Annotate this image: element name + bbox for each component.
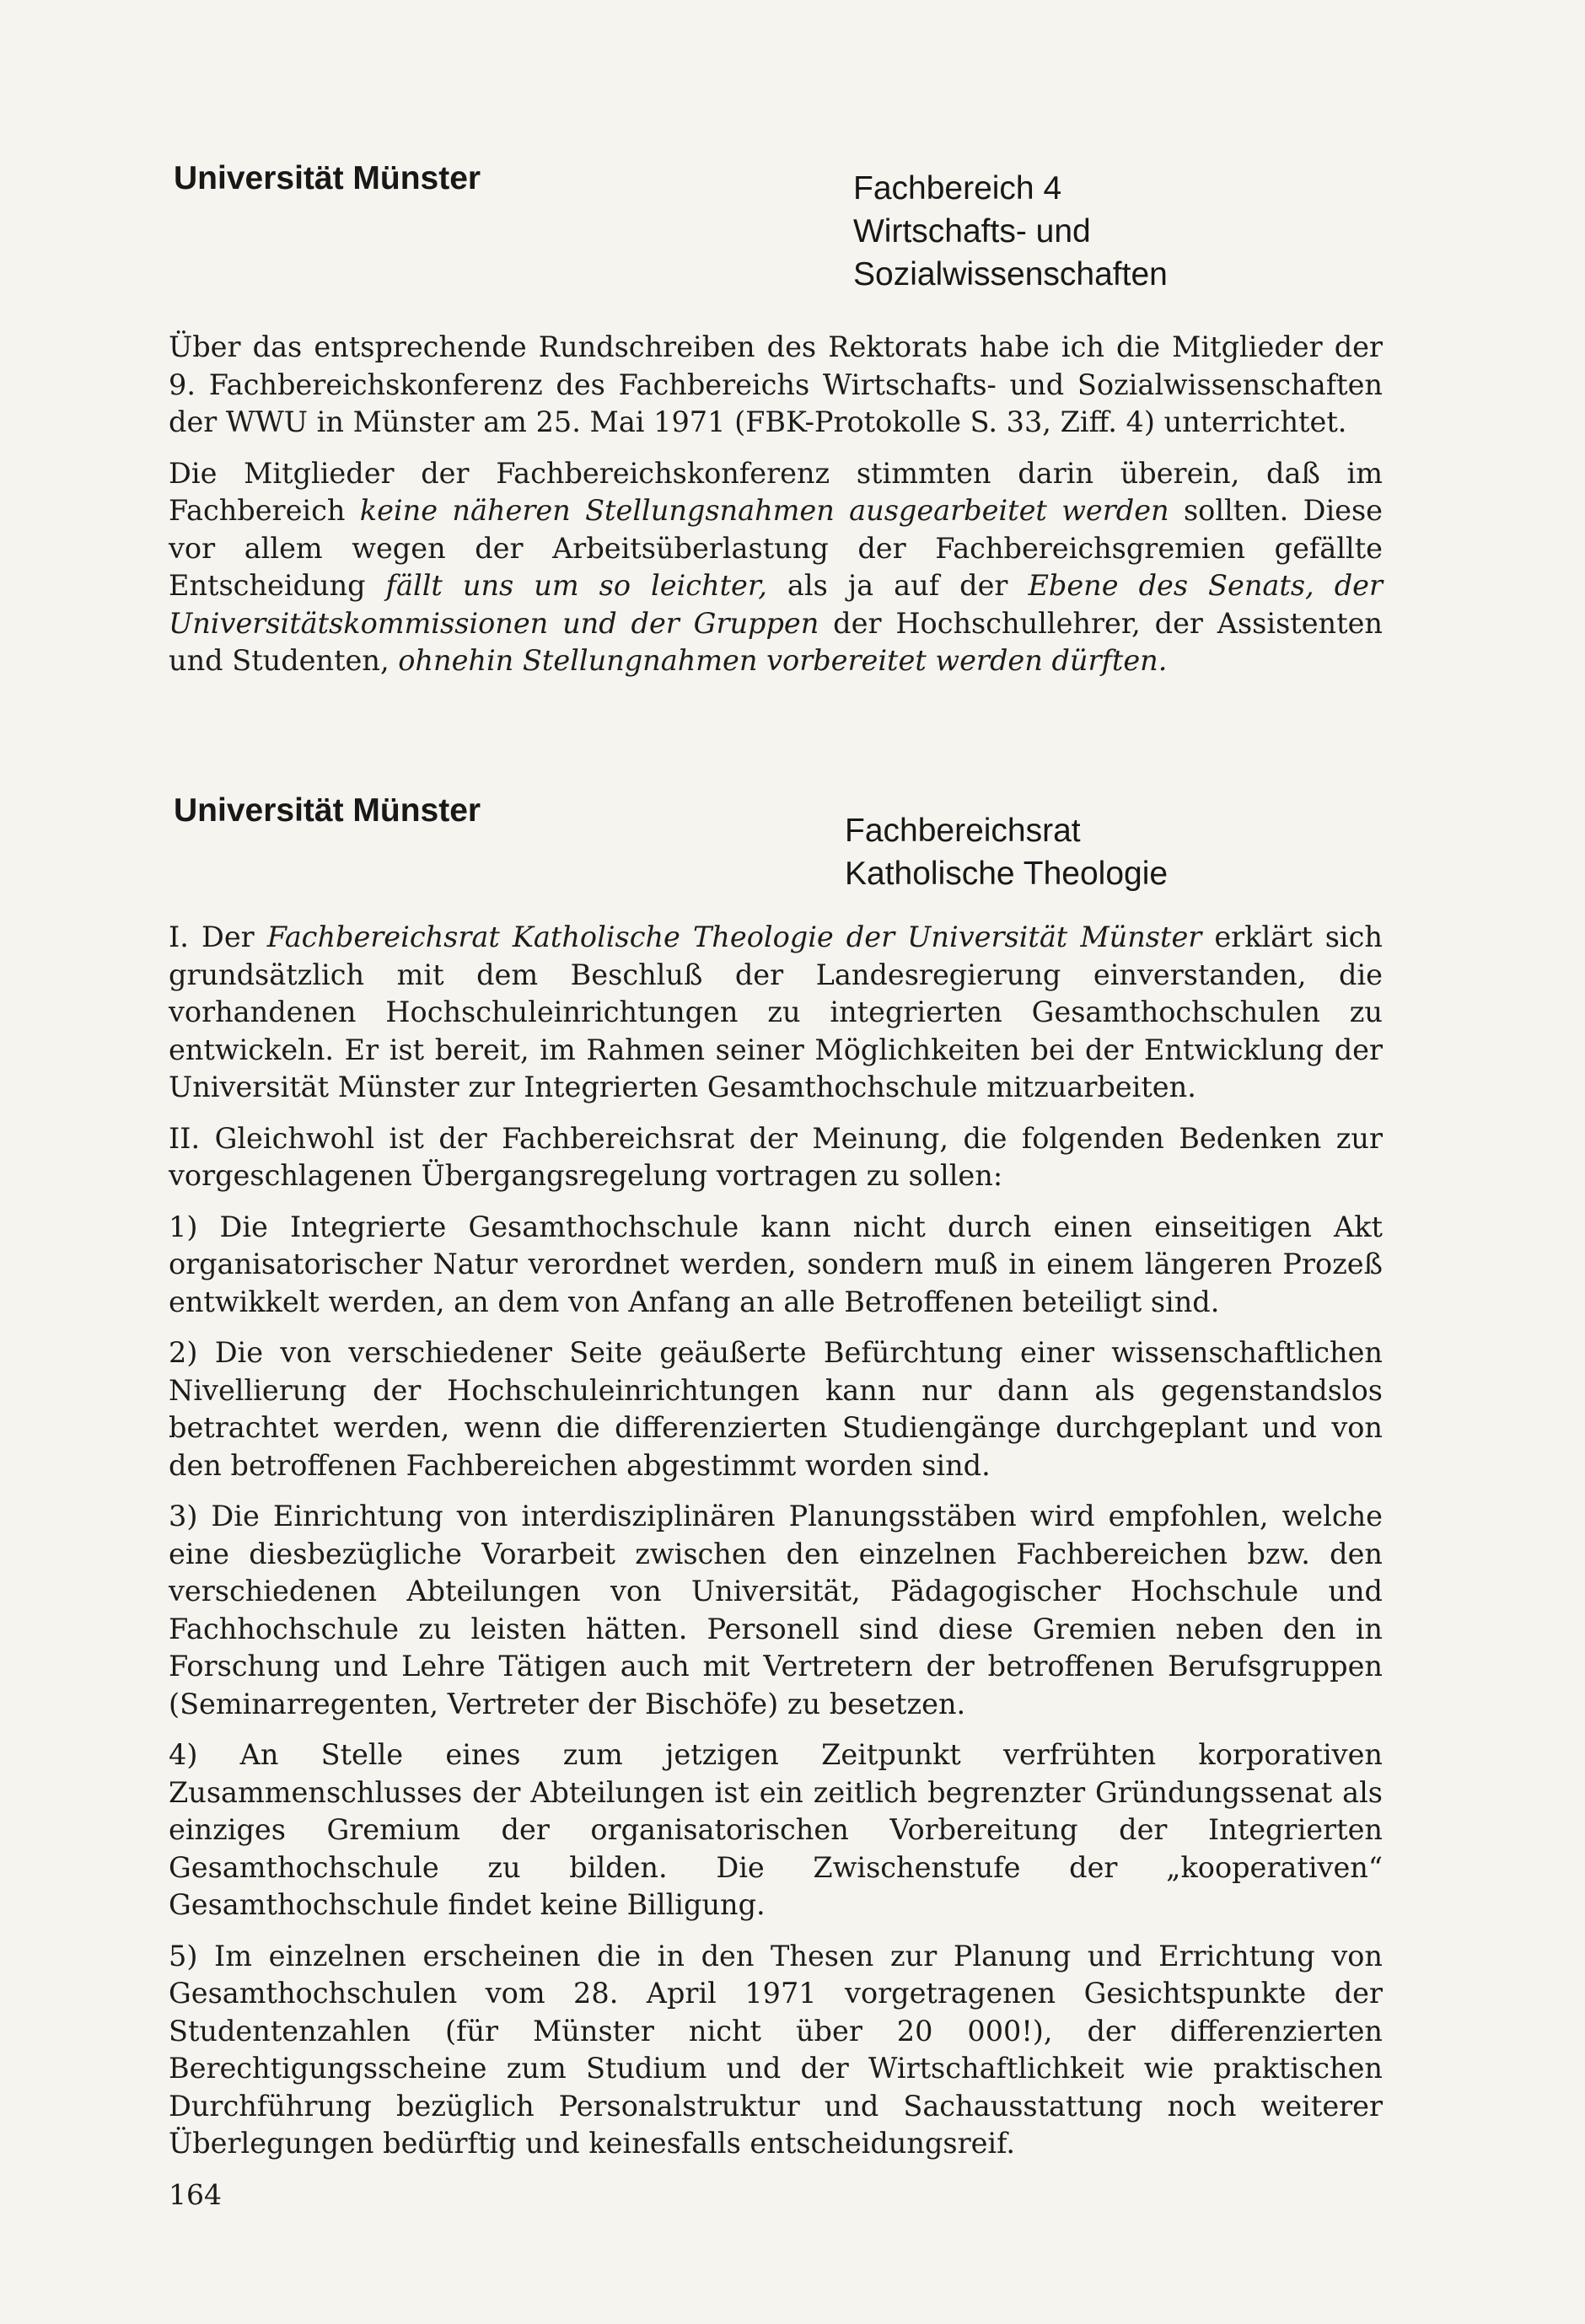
institution-name: Universität Münster bbox=[174, 792, 481, 829]
department-line: Wirtschafts- und bbox=[853, 213, 1091, 250]
section-body bbox=[169, 329, 1383, 680]
paragraph bbox=[169, 455, 1383, 680]
department-line: Fachbereichsrat bbox=[845, 813, 1081, 849]
paragraph bbox=[169, 1498, 1383, 1723]
institution-name: Universität Münster bbox=[174, 160, 481, 196]
text-run: sollten. Diese vor allem wegen der Arbeitsüberlastung der Fachbereichsgremien gefällte Entscheidung bbox=[169, 494, 1384, 602]
text-run: erklärt sich grundsätzlich mit dem Beschluß der Landesregierung einverstanden, die vorhandenen Hochschuleinrichtungen zu integrierten Gesamthochschulen zu entwickeln. Er ist bereit, im Rahmen seiner Möglichkeiten bei der Entwicklung der Universität Münster zur Integrierten Gesamthochschule mitzuarbeiten. bbox=[169, 920, 1383, 1103]
paragraph bbox=[169, 329, 1383, 442]
text-run: als ja auf der bbox=[766, 569, 1029, 602]
text-run: 2) Die von verschiedener Seite geäußerte Befürchtung einer wissenschaftlichen Nivellierung der Hochschuleinrichtungen kann nur dann als gegenstandslos betrachtet werden, wenn die differenzierten Studiengänge durchgeplant und von den betroffenen Fachbereichen abgestimmt worden sind. bbox=[169, 1336, 1383, 1482]
section-body bbox=[169, 919, 1383, 2163]
section-theology bbox=[169, 792, 1383, 2176]
department-line: Katholische Theologie bbox=[845, 856, 1169, 892]
emphasis-text: fällt uns um so leichter, bbox=[385, 569, 767, 602]
emphasis-text: ohnehin Stellungnahmen vorbereitet werden dürften. bbox=[398, 644, 1168, 677]
emphasis-text: Ebene des Senats, der Universitätskommissionen und der Gruppen bbox=[169, 569, 1383, 640]
paragraph bbox=[169, 1120, 1383, 1195]
paragraph bbox=[169, 919, 1383, 1107]
emphasis-text: Fachbereichsrat Katholische Theologie der Universität Münster bbox=[266, 920, 1202, 953]
section-economics bbox=[169, 160, 1383, 694]
text-run: II. Gleichwohl ist der Fachbereichsrat der Meinung, die folgenden Bedenken zur vorgeschlagenen Übergangsregelung vortragen zu sollen: bbox=[169, 1121, 1383, 1192]
text-run: Die Mitglieder der Fachbereichskonferenz stimmten darin überein, daß im Fachbereich bbox=[169, 456, 1383, 527]
department-line: Sozialwissenschaften bbox=[853, 256, 1168, 293]
section-header bbox=[169, 160, 1383, 329]
department-name bbox=[853, 167, 1168, 296]
text-run: 5) Im einzelnen erscheinen die in den Thesen zur Planung und Errichtung von Gesamthochschulen vom 28. April 1971 vorgetragenen Gesichtspunkte der Studentenzahlen (für Münster nicht über 20 000!), der differenzierten Berechtigungsscheine zum Studium und der Wirtschaftlichkeit wie praktischen Durchführung bezüglich Personalstruktur und Sachausstattung noch weiterer Überlegungen bedürftig und keinesfalls entscheidungsreif. bbox=[169, 1939, 1383, 2160]
paragraph bbox=[169, 1334, 1383, 1484]
paragraph bbox=[169, 1209, 1383, 1322]
section-header bbox=[169, 792, 1383, 919]
paragraph bbox=[169, 1736, 1383, 1924]
text-run: 4) An Stelle eines zum jetzigen Zeitpunkt verfrühten korporativen Zusammenschlusses der Abteilungen ist ein zeitlich begrenzter Gründungssenat als einziges Gremium der organisatorischen Vorbereitung der Integrierten Gesamthochschule zu bilden. Die Zwischenstufe der „kooperativen“ Gesamthochschule findet keine Billigung. bbox=[169, 1738, 1383, 1921]
department-name bbox=[845, 809, 1168, 895]
text-run: I. Der bbox=[169, 920, 267, 953]
text-run: der Hochschullehrer, der Assistenten und Studenten, bbox=[169, 606, 1383, 677]
text-run: 1) Die Integrierte Gesamthochschule kann nicht durch einen einseitigen Akt organisatorischer Natur verordnet werden, sondern muß in einem längeren Prozeß entwikkelt werden, an dem von Anfang an alle Betroffenen beteiligt sind. bbox=[169, 1210, 1383, 1318]
page-number: 164 bbox=[169, 2178, 222, 2211]
department-line: Fachbereich 4 bbox=[853, 170, 1062, 207]
paragraph bbox=[169, 1938, 1383, 2163]
emphasis-text: keine näheren Stellungsnahmen ausgearbeitet werden bbox=[359, 494, 1169, 527]
text-run: 3) Die Einrichtung von interdisziplinären Planungsstäben wird empfohlen, welche eine diesbezügliche Vorarbeit zwischen den einzelnen Fachbereichen bzw. den verschiedenen Abteilungen von Universität, Pädagogischer Hochschule und Fachhochschule zu leisten hätten. Personell sind diese Gremien neben den in Forschung und Lehre Tätigen auch mit Vertretern der betroffenen Berufsgruppen (Seminarregenten, Vertreter der Bischöfe) zu besetzen. bbox=[169, 1500, 1383, 1720]
text-run: Über das entsprechende Rundschreiben des Rektorats habe ich die Mitglieder der 9. Fachbereichskonferenz des Fachbereichs Wirtschafts- und Sozialwissenschaften der WWU in Münster am 25. Mai 1971 (FBK-Protokolle S. 33, Ziff. 4) unterrichtet. bbox=[169, 330, 1383, 438]
